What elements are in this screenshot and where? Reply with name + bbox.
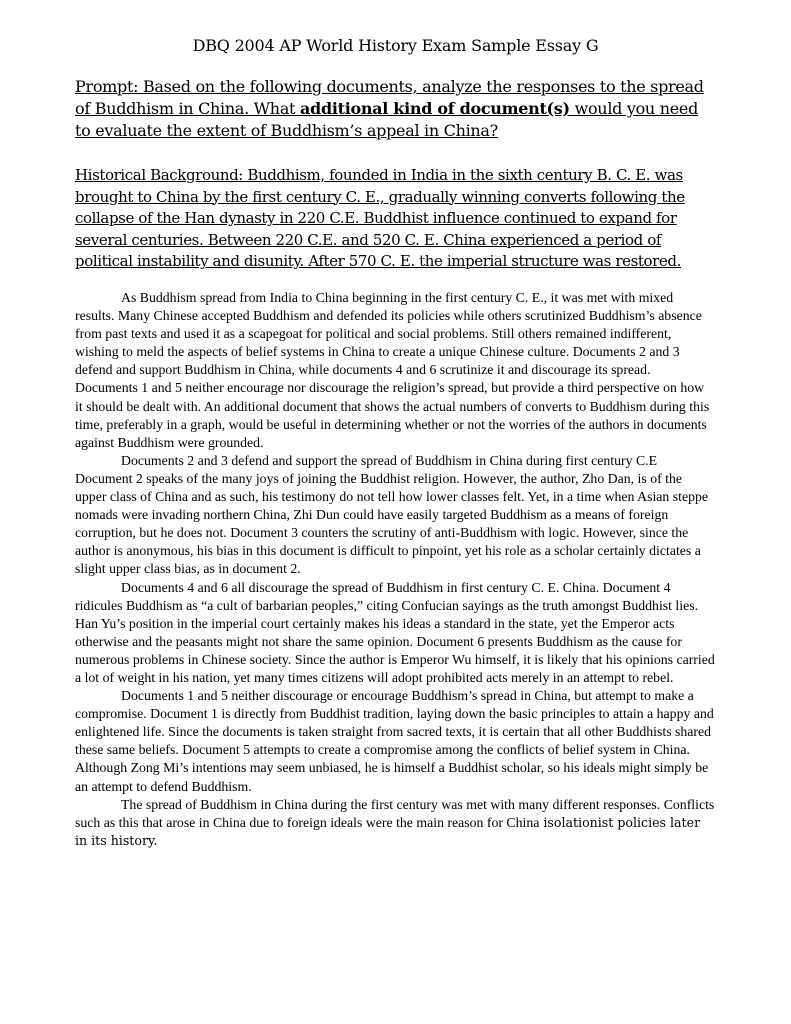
essay-paragraph-2: Documents 2 and 3 defend and support the spread of Buddhism in China during first century C.E Document 2 speaks of the many joys of joining the Buddhist religion. However, the author, Zho Dan, is of the upper class of China and as such, his testimony do not tell how lower classes felt. Yet, in a time when Asian steppe nomads were invading northern China, Zhi Dun could have easily targeted Buddhism as a means of foreign corruption, but he does not. Document 3 counters the scrutiny of anti-Buddhism with logic. However, since the author is anonymous, his bias in this document is difficult to pinpoint, yet his role as a scholar certainly dictates a slight upper class bias, as in document 2. bbox=[75, 452, 709, 577]
historical-background: Historical Background: Buddhism, founded in India in the sixth century B. C. E. was brought to China by the first century C. E., gradually winning converts following the collapse of the Han dynasty in 220 C.E. Buddhist influence continued to expand for several centuries. Between 220 C.E. and 520 C. E. China experienced a period of political instability and disunity. After 570 C. E. the imperial structure was restored. bbox=[75, 166, 685, 270]
essay-paragraph-5 bbox=[75, 796, 715, 850]
final-paragraph-tail: isolationist policies later in its history. bbox=[75, 814, 701, 848]
final-paragraph-main: The spread of Buddhism in China during the first century was met with many different responses. Conflicts such as this that arose in China due to foreign ideals were the main reason for China bbox=[75, 796, 715, 830]
essay-prompt bbox=[75, 76, 715, 142]
document-title: DBQ 2004 AP World History Exam Sample Essay G bbox=[192, 36, 599, 55]
essay-body bbox=[75, 289, 715, 850]
essay-paragraph-1: As Buddhism spread from India to China beginning in the first century C. E., it was met with mixed results. Many Chinese accepted Buddhism and defended its policies while others scrutinized Buddhism’s absence from past texts and used it as a scapegoat for political and social problems. Still others remained indifferent, wishing to meld the aspects of belief systems in China to create a unique Chinese culture. Documents 2 and 3 defend and support Buddhism in China, while documents 4 and 6 scrutinize it and discourage its spread. Documents 1 and 5 neither encourage nor discourage the religion’s spread, but provide a third perspective on how it should be dealt with. An additional document that shows the actual numbers of converts to Buddhism during this time, preferably in a graph, would be useful in determining whether or not the worries of the authors in documents against Buddhism were grounded. bbox=[75, 290, 710, 450]
essay-paragraph-3: Documents 4 and 6 all discourage the spread of Buddhism in first century C. E. China. Document 4 ridicules Buddhism as “a cult of barbarian peoples,” citing Confucian sayings as the truth amongst Buddhist lies. Han Yu’s position in the imperial court certainly makes his ideas a standard in the state, yet the Emperor acts otherwise and the peasants might not share the same opinion. Document 6 presents Buddhism as the cause for numerous problems in Chinese society. Since the author is Emperor Wu himself, it is likely that his opinions carried a lot of weight in his nation, yet many times citizens will adopt prohibited acts merely in an attempt to rebel. bbox=[75, 579, 715, 685]
prompt-lead: Prompt: Based on the following documents, analyze the responses to the spread of Buddhism in China. What bbox=[75, 77, 704, 118]
prompt-tail: would you need to evaluate the extent of Buddhism’s appeal in China? bbox=[75, 99, 699, 140]
prompt-bold-phrase: additional kind of document(s) bbox=[299, 99, 570, 118]
essay-paragraph-4: Documents 1 and 5 neither discourage or encourage Buddhism’s spread in China, but attempt to make a compromise. Document 1 is directly from Buddhist tradition, laying down the basic principles to attain a happy and enlightened life. Since the documents is taken straight from sacred texts, it is certain that all other Buddhists shared these same beliefs. Document 5 attempts to create a compromise among the conflicts of belief system in China. Although Zong Mi’s intentions may seem unbiased, he is himself a Buddhist scholar, so his ideals might simply be an attempt to defend Buddhism. bbox=[75, 688, 714, 794]
